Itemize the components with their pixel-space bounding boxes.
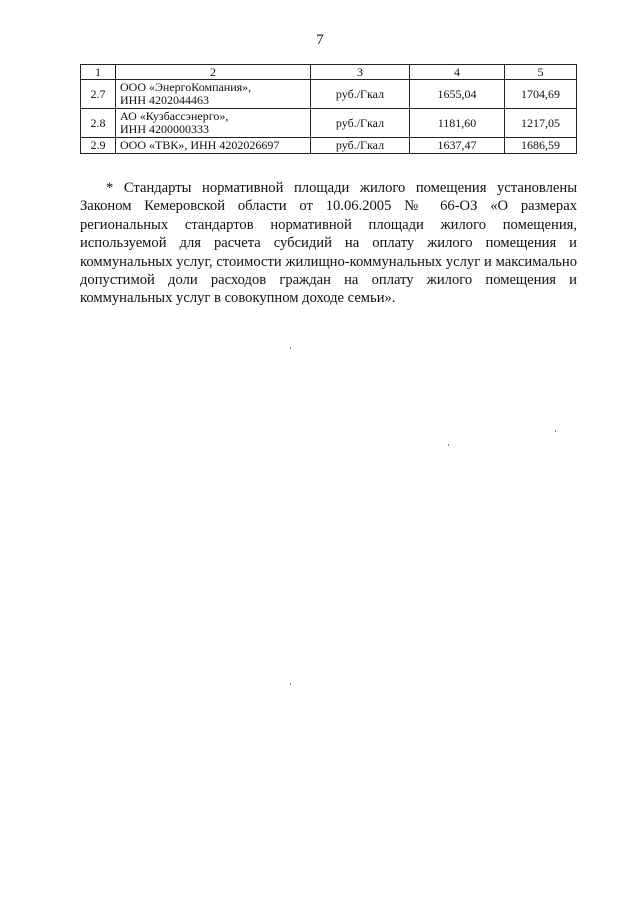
tariff-value-cell-2: 1217,05 [505, 109, 577, 138]
organization-inn: ИНН 4200000333 [120, 122, 209, 136]
scan-speck [290, 347, 291, 349]
table-row [81, 109, 577, 138]
unit-cell: руб./Гкал [311, 109, 410, 138]
header-cell-1: 1 [81, 65, 116, 80]
table-row [81, 138, 577, 154]
organization-cell: ООО «ТВК», ИНН 4202026697 [116, 138, 311, 154]
header-cell-4: 4 [410, 65, 505, 80]
footnote-paragraph: * Стандарты нормативной площади жилого помещения установлены Законом Кемеровской области от 10.06.2005 № 66-ОЗ «О размерах региональных стандартов нормативной площади жилого помещения, используемой для расчета субсидий на оплату жилого помещения и коммунальных услуг, стоимости жилищно-коммунальных услуг и максимально допустимой доли расходов граждан на оплату жилого помещения и коммунальных услуг в совокупном доходе семьи». [80, 180, 577, 307]
unit-cell: руб./Гкал [311, 80, 410, 109]
header-cell-5: 5 [505, 65, 577, 80]
unit-cell: руб./Гкал [311, 138, 410, 154]
tariff-value-cell-1: 1637,47 [410, 138, 505, 154]
organization-cell [116, 80, 311, 109]
organization-name: ООО «ЭнергоКомпания», [120, 80, 252, 94]
tariff-table [80, 64, 577, 154]
header-cell-3: 3 [311, 65, 410, 80]
row-number-cell: 2.7 [81, 80, 116, 109]
page-number: 7 [316, 32, 324, 48]
tariff-value-cell-2: 1704,69 [505, 80, 577, 109]
tariff-value-cell-2: 1686,59 [505, 138, 577, 154]
row-number-cell: 2.8 [81, 109, 116, 138]
scan-speck [555, 430, 556, 432]
tariff-value-cell-1: 1655,04 [410, 80, 505, 109]
table-row [81, 80, 577, 109]
header-cell-2: 2 [116, 65, 311, 80]
organization-cell [116, 109, 311, 138]
tariff-value-cell-1: 1181,60 [410, 109, 505, 138]
row-number-cell: 2.9 [81, 138, 116, 154]
scan-speck [290, 683, 291, 685]
organization-inn: ИНН 4202044463 [120, 93, 209, 107]
organization-name: АО «Кузбассэнерго», [120, 109, 229, 123]
scan-speck [448, 444, 449, 446]
table-header-row [81, 65, 577, 80]
